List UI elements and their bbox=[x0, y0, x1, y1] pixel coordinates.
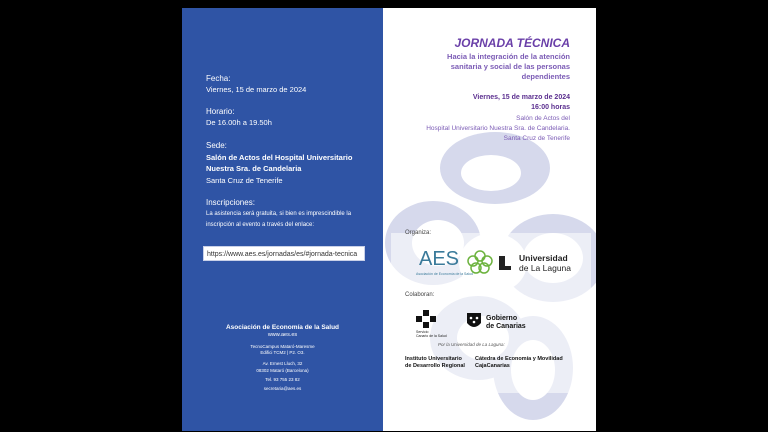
aes-logo-caption: Asociación de Economía de la Salud bbox=[416, 272, 474, 276]
ull-line-2: de La Laguna bbox=[519, 263, 571, 273]
footer-tel: Tel. 93 755 23 82 bbox=[265, 377, 300, 382]
institute-1-line-1: Instituto Universitario bbox=[405, 356, 462, 362]
sede-line-2: Nuestra Sra. de Candelaria bbox=[206, 164, 302, 173]
gob-line-1: Gobierno bbox=[486, 315, 518, 322]
sede-line-3: Santa Cruz de Tenerife bbox=[206, 176, 283, 185]
horario-label: Horario: bbox=[206, 107, 235, 116]
inscripciones-line-2: inscripción al evento a través del enlace: bbox=[206, 222, 315, 228]
info-panel bbox=[182, 8, 383, 431]
horario-value: De 16.00h a 19.50h bbox=[206, 118, 272, 127]
canarias-shield-icon bbox=[466, 311, 482, 331]
event-subtitle: Hacia la integración de la atención sanitaria y social de las personas dependientes bbox=[447, 52, 570, 81]
institute-1-line-2: de Desarrollo Regional bbox=[405, 363, 465, 369]
gob-line-2: de Canarias bbox=[486, 323, 526, 330]
gobierno-logo-text bbox=[486, 315, 526, 331]
institute-2-line-2: CajaCanarias bbox=[475, 363, 510, 369]
event-title: JORNADA TÉCNICA bbox=[454, 36, 570, 50]
footer-org-name: Asociación de Economía de la Salud bbox=[225, 324, 340, 331]
inscripciones-line-1: La asistencia será gratuita, si bien es imprescindible la bbox=[206, 211, 352, 217]
footer-address-1: TecnoCampus Mataró-Maresme bbox=[250, 344, 315, 349]
footer-address-3: Av. Ernest Lluch, 32 bbox=[262, 361, 303, 366]
organiza-label: Organiza: bbox=[405, 230, 432, 236]
brochure bbox=[182, 8, 596, 431]
fecha-value: Viernes, 15 de marzo de 2024 bbox=[206, 85, 307, 94]
event-date: Viernes, 15 de marzo de 2024 bbox=[472, 94, 570, 101]
por-ull-caption: Por la Universidad de La Laguna: bbox=[438, 342, 505, 347]
scs-logo-icon bbox=[416, 310, 436, 328]
colaboran-label: Colaboran: bbox=[405, 292, 435, 298]
institute-2-line-1: Cátedra de Economía y Movilidad bbox=[475, 356, 563, 362]
sede-label: Sede: bbox=[206, 141, 227, 150]
event-time: 16:00 horas bbox=[531, 104, 570, 111]
fecha-label: Fecha: bbox=[206, 74, 231, 83]
event-place-2: Hospital Universitario Nuestra Sra. de Candelaria. bbox=[426, 125, 570, 132]
ull-line-1: Universidad bbox=[519, 253, 568, 263]
scs-line-2: Canario de la Salud bbox=[416, 334, 447, 338]
event-place-3: Santa Cruz de Tenerife bbox=[503, 135, 570, 142]
footer-address-4: 08302 Mataró (Barcelona) bbox=[256, 368, 309, 373]
flower-logo-icon bbox=[467, 249, 493, 275]
footer-email[interactable]: secretaria@aes.es bbox=[263, 386, 302, 391]
aes-logo: AES bbox=[419, 248, 460, 270]
ull-logo-icon bbox=[497, 254, 515, 272]
institute-1 bbox=[405, 356, 465, 370]
ull-logo-text bbox=[519, 253, 571, 273]
inscripciones-label: Inscripciones: bbox=[206, 198, 255, 207]
footer-address-2: Edifici TCM2 | P2. O3. bbox=[260, 350, 305, 355]
cover-panel bbox=[383, 8, 596, 431]
footer-website[interactable]: www.aes.es bbox=[267, 332, 298, 338]
event-place-1: Salón de Actos del bbox=[516, 115, 570, 122]
institute-2 bbox=[475, 356, 563, 370]
sede-line-1: Salón de Actos del Hospital Universitario bbox=[206, 153, 353, 162]
registration-link[interactable]: https://www.aes.es/jornadas/es/#jornada-tecnica bbox=[203, 246, 365, 261]
scs-line-1: Servicio bbox=[416, 330, 429, 334]
